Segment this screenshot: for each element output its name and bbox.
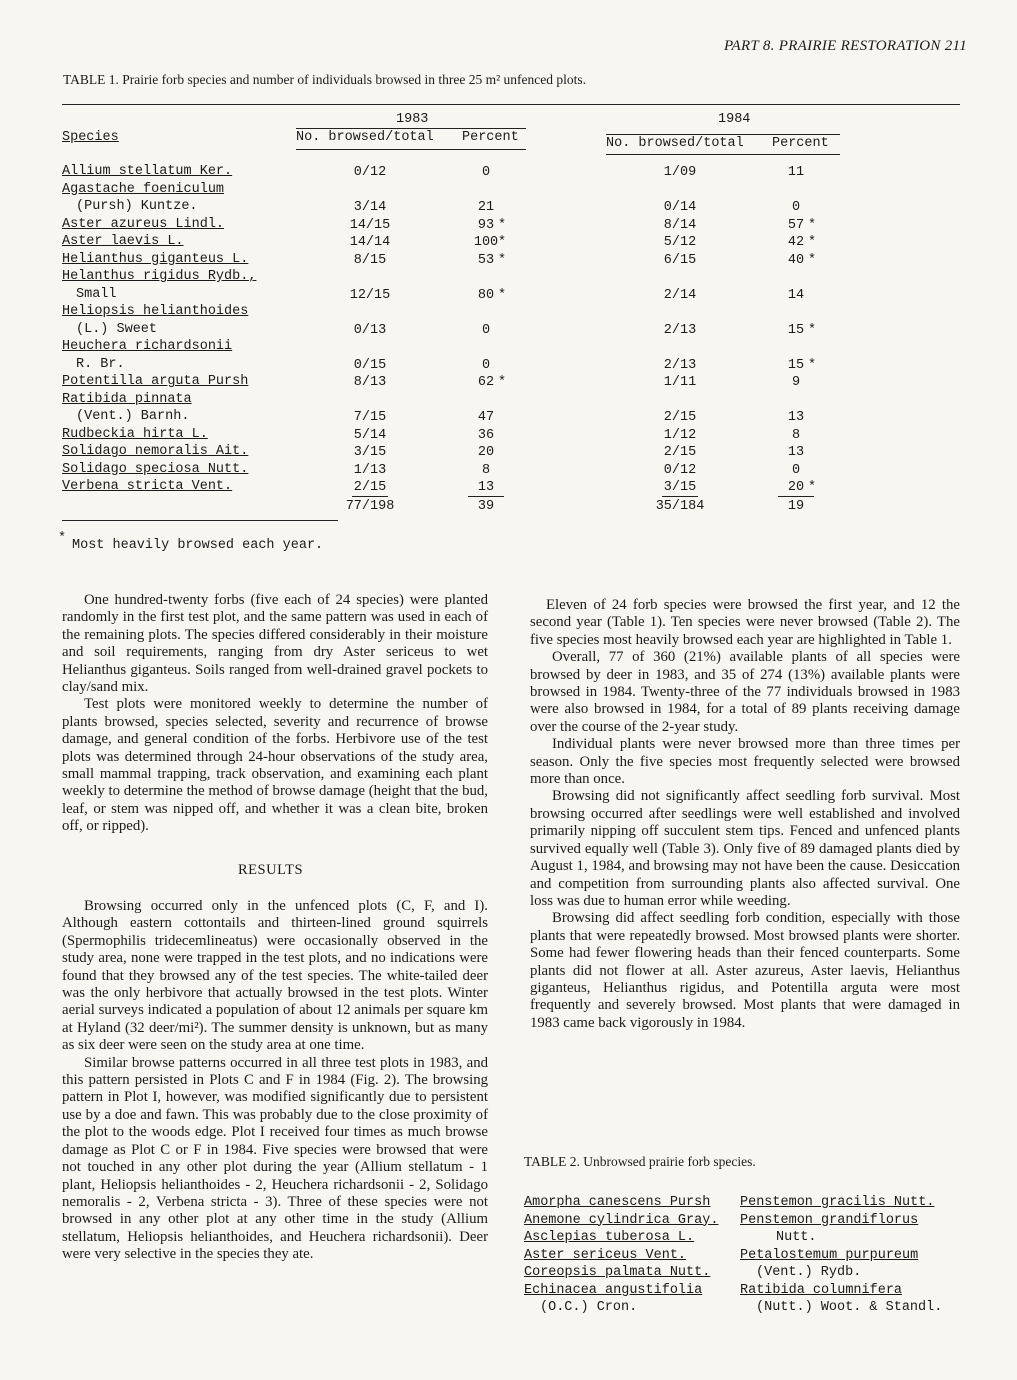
species-authority: R. Br.	[76, 356, 125, 372]
browsed-1984-cell: 8/14	[663, 217, 697, 233]
table2-left-item: Anemone cylindrica Gray.	[524, 1212, 719, 1228]
total-rule	[352, 496, 388, 497]
table2-left-item: (O.C.) Cron.	[540, 1300, 638, 1315]
percent-1983-cell: 13	[477, 480, 495, 495]
percent-1984-cell: 13	[787, 410, 805, 425]
table2-left-item: Amorpha canescens Pursh	[524, 1195, 711, 1210]
header-1983-rule	[296, 149, 526, 150]
total-rule	[778, 496, 814, 497]
col-percent-1983-header: Percent	[462, 130, 519, 145]
browsed-1984-cell: 2/13	[663, 357, 697, 373]
total-browsed-1984: 35/184	[655, 498, 705, 514]
browsed-1984-cell: 2/13	[663, 322, 697, 338]
left-column	[62, 592, 488, 836]
highlight-1984-mark: *	[808, 217, 817, 233]
browsed-1983-cell: 0/12	[353, 165, 387, 180]
species-name: Solidago speciosa Nutt.	[62, 461, 249, 477]
table2-title: TABLE 2. Unbrowsed prairie forb species.	[524, 1154, 756, 1169]
left-column-results	[62, 898, 488, 1264]
species-authority: (Pursh) Kuntze.	[76, 199, 198, 214]
percent-1984-cell: 57	[787, 217, 805, 233]
percent-1984-cell: 40	[787, 252, 805, 268]
species-name: Verbena stricta Vent.	[62, 479, 233, 494]
results-heading: RESULTS	[238, 862, 304, 878]
table1-top-rule	[62, 104, 960, 105]
highlight-1984-mark: *	[808, 322, 817, 338]
right-paragraph-3: Individual plants were never browsed more than three times per season. Only the five species most frequently selected were browsed more than once.	[530, 736, 960, 788]
highlight-1983-mark: *	[498, 252, 507, 268]
footnote-rule	[62, 520, 338, 521]
right-paragraph-2: Overall, 77 of 360 (21%) available plants of all species were browsed by deer in 1983, and 35 of 274 (13%) available plants were browsed in 1984. Twenty-three of the 77 individuals browsed in 1983 were also browsed in 1984, for a total of 89 plants receiving damage over the course of the 2-year study.	[530, 649, 960, 735]
browsed-1984-cell: 6/15	[663, 252, 697, 268]
table2-left-item: Asclepias tuberosa L.	[524, 1230, 695, 1245]
percent-1983-cell: 93	[477, 217, 495, 233]
browsed-1983-cell: 8/13	[353, 375, 387, 390]
running-head: PART 8. PRAIRIE RESTORATION 211	[723, 38, 967, 54]
species-name: Heliopsis helianthoides	[62, 304, 249, 319]
header-1984-rule	[606, 154, 840, 155]
percent-1984-cell: 42	[787, 235, 805, 250]
year-1984-rule	[606, 134, 840, 135]
species-name: Heuchera richardsonii	[62, 339, 233, 354]
browsed-1984-cell: 0/14	[663, 200, 697, 215]
year-1983-rule	[296, 128, 526, 129]
browsed-1984-cell: 1/11	[663, 375, 697, 390]
percent-1983-cell: 36	[477, 427, 495, 443]
footnote-mark: *	[58, 531, 67, 546]
browsed-1983-cell: 14/14	[349, 235, 391, 250]
browsed-1984-cell: 3/15	[663, 480, 697, 495]
percent-1983-cell: 53	[477, 252, 495, 268]
highlight-1983-mark: *	[498, 217, 507, 233]
percent-1984-cell: 20	[787, 480, 805, 495]
table2-left-list	[524, 1194, 739, 1317]
species-name: Agastache foeniculum	[62, 181, 225, 197]
percent-1983-cell: 47	[477, 410, 495, 425]
percent-1984-cell: 15	[787, 322, 805, 338]
left-paragraph-1: One hundred-twenty forbs (five each of 24 species) were planted randomly in the first test plot, and the same pattern was used in each of the remaining plots. The species differed considerably in their moisture and soil requirements, ranging from dry Aster sericeus to wet Helianthus giganteus. Soils ranged from well-drained gravel pockets to clay/sand mix.	[62, 592, 488, 696]
percent-1983-cell: 21	[477, 200, 495, 215]
year-1983-label: 1983	[396, 112, 429, 127]
total-percent-1983: 39	[477, 498, 495, 514]
percent-1984-cell: 8	[791, 427, 801, 443]
percent-1984-cell: 9	[791, 375, 801, 390]
total-percent-1984: 19	[787, 498, 805, 514]
species-authority: (L.) Sweet	[76, 321, 158, 337]
footnote-text: Most heavily browsed each year.	[72, 538, 324, 553]
percent-1984-cell: 0	[791, 462, 801, 478]
browsed-1983-cell: 7/15	[353, 410, 387, 425]
year-1984-label: 1984	[718, 112, 751, 127]
species-name: Potentilla arguta Pursh	[62, 374, 249, 389]
browsed-1983-cell: 0/15	[353, 357, 387, 373]
percent-1984-cell: 0	[791, 200, 801, 215]
highlight-1983-mark: *	[498, 287, 507, 303]
highlight-1984-mark: *	[808, 235, 817, 250]
right-paragraph-4: Browsing did not significantly affect seedling forb survival. Most browsing occurred after seedlings were well established and involved primarily nipping off succulent stem tips. Fenced and unfenced plants survived equally well (Table 3). Only five of 89 damaged plants died by August 1, 1984, and browsing may not have been the cause. Desiccation and competition from surrounding plants also affected survival. One loss was due to human error while weeding.	[530, 788, 960, 909]
left-paragraph-3: Browsing occurred only in the unfenced plots (C, F, and I). Although eastern cottontails and thirteen-lined ground squirrels (Spermophilis tridecemlineatus) were occasionally observed in the study area, none were trapped in the test plots, and no indications were found that they browsed any of the test species. The white-tailed deer was the only herbivore that actually browsed in the test plots. Winter aerial surveys indicated a population of about 12 animals per square km at Hyland (32 deer/mi²). The summer density is unknown, but as many as six deer were seen on the study area at one time.	[62, 898, 488, 1054]
species-name: Allium stellatum Ker.	[62, 164, 233, 179]
species-name: Aster laevis L.	[62, 234, 184, 249]
browsed-1983-cell: 5/14	[353, 427, 387, 443]
table2-right-item: (Nutt.) Woot. & Standl.	[756, 1300, 943, 1315]
percent-1983-cell: 62	[477, 375, 495, 390]
percent-1984-cell: 14	[787, 287, 805, 303]
table1-title: TABLE 1. Prairie forb species and number of individuals browsed in three 25 m² unfenced plots.	[63, 72, 586, 87]
browsed-1984-cell: 5/12	[663, 235, 697, 250]
table2-right-item: Penstemon gracilis Nutt.	[740, 1195, 935, 1210]
percent-1983-cell: 8	[481, 462, 491, 478]
browsed-1983-cell: 14/15	[349, 217, 391, 233]
col-percent-1984-header: Percent	[772, 136, 829, 151]
table2-right-item: Nutt.	[776, 1230, 817, 1245]
table2-right-item: Penstemon grandiflorus	[740, 1212, 919, 1228]
percent-1983-cell: 0	[481, 165, 491, 180]
browsed-1984-cell: 2/14	[663, 287, 697, 303]
table2-left-item: Aster sericeus Vent.	[524, 1247, 687, 1263]
table2-right-item: Ratibida columnifera	[740, 1282, 903, 1298]
species-name: Aster azureus Lindl.	[62, 216, 225, 232]
browsed-1983-cell: 12/15	[349, 287, 391, 303]
highlight-1984-mark: *	[808, 357, 817, 373]
col-browsed-1984-header: No. browsed/total	[606, 136, 744, 151]
right-paragraph-1: Eleven of 24 forb species were browsed the first year, and 12 the second year (Table 1). Ten species were never browsed (Table 2). The five species most heavily browsed each year are highlighted in Table 1.	[530, 597, 960, 648]
total-rule	[662, 496, 698, 497]
table2-right-list	[740, 1194, 960, 1317]
browsed-1984-cell: 2/15	[663, 445, 697, 460]
percent-1983-cell: 0	[481, 322, 491, 338]
species-name: Ratibida pinnata	[62, 391, 192, 407]
total-rule	[468, 496, 504, 497]
table2-left-item: Echinacea angustifolia	[524, 1282, 703, 1298]
species-name: Rudbeckia hirta L.	[62, 426, 208, 442]
percent-1984-cell: 15	[787, 357, 805, 373]
table2-right-item: (Vent.) Rydb.	[756, 1265, 862, 1280]
highlight-1984-mark: *	[808, 252, 817, 268]
browsed-1984-cell: 0/12	[663, 462, 697, 478]
percent-1984-cell: 13	[787, 445, 805, 460]
right-paragraph-5: Browsing did affect seedling forb condition, especially with those plants that were repeatedly browsed. Most browsed plants were shorter. Some had fewer flowering heads than their fenced counterparts. Some plants did not flower at all. Aster azureus, Aster laevis, Helianthus giganteus, Helianthus rigidus, and Potentilla arguta were most frequently and severely browsed. Most plants that were damaged in 1983 came back vigorously in 1984.	[530, 910, 960, 1031]
col-species-header: Species	[62, 130, 119, 145]
highlight-1984-mark: *	[808, 480, 817, 495]
highlight-1983-mark: *	[498, 375, 507, 390]
species-authority: Small	[76, 286, 117, 302]
left-paragraph-2: Test plots were monitored weekly to determine the number of plants browsed, species selected, severity and recurrence of browse damage, and general condition of the forbs. Herbivore use of the test plots was determined through 24-hour observations of the study area, small mammal trapping, track observation, and examining each plant weekly to determine the method of browse damage (height that the bud, leaf, or stem was nipped off, and whether it was a clean bite, broken off, or ripped).	[62, 696, 488, 835]
total-browsed-1983: 77/198	[345, 498, 395, 514]
browsed-1983-cell: 1/13	[353, 462, 387, 478]
percent-1984-cell: 11	[787, 165, 805, 180]
browsed-1984-cell: 1/09	[663, 165, 697, 180]
table2-left-item: Coreopsis palmata Nutt.	[524, 1265, 711, 1280]
highlight-1983-mark: *	[498, 235, 507, 250]
species-name: Helianthus giganteus L.	[62, 251, 249, 267]
percent-1983-cell: 20	[477, 445, 495, 460]
browsed-1983-cell: 2/15	[353, 480, 387, 495]
species-authority: (Vent.) Barnh.	[76, 409, 190, 424]
left-paragraph-4: Similar browse patterns occurred in all three test plots in 1983, and this pattern persisted in Plots C and F in 1984 (Fig. 2). The browsing pattern in Plot I, however, was modified significantly due to persistent use by a doe and fawn. This was probably due to the close proximity of the plot to the woods edge. Plot I received four times as much browse damage as Plot C or F in 1984. Five species were browsed that were not touched in any other plot during the year (Allium stellatum - 1 plant, Heliopsis helianthoides - 2, Heuchera richardsonii - 2, Solidago nemoralis - 2, Verbena stricta - 3). Three of these species were not browsed in any other plot at any other time in the study (Allium stellatum, Heliopsis helianthoides, and Heuchera richardsonii). Deer were very selective in the species they ate.	[62, 1054, 488, 1263]
col-browsed-1983-header: No. browsed/total	[296, 130, 434, 145]
right-column	[530, 597, 960, 1032]
browsed-1983-cell: 8/15	[353, 252, 387, 268]
browsed-1983-cell: 3/15	[353, 445, 387, 460]
browsed-1984-cell: 2/15	[663, 410, 697, 425]
browsed-1983-cell: 0/13	[353, 322, 387, 338]
species-name: Helanthus rigidus Rydb.,	[62, 269, 257, 284]
species-name: Solidago nemoralis Ait.	[62, 444, 249, 459]
browsed-1983-cell: 3/14	[353, 200, 387, 215]
browsed-1984-cell: 1/12	[663, 427, 697, 443]
percent-1983-cell: 100	[473, 235, 499, 250]
percent-1983-cell: 0	[481, 357, 491, 373]
table2-right-item: Petalostemum purpureum	[740, 1247, 919, 1263]
percent-1983-cell: 80	[477, 287, 495, 303]
